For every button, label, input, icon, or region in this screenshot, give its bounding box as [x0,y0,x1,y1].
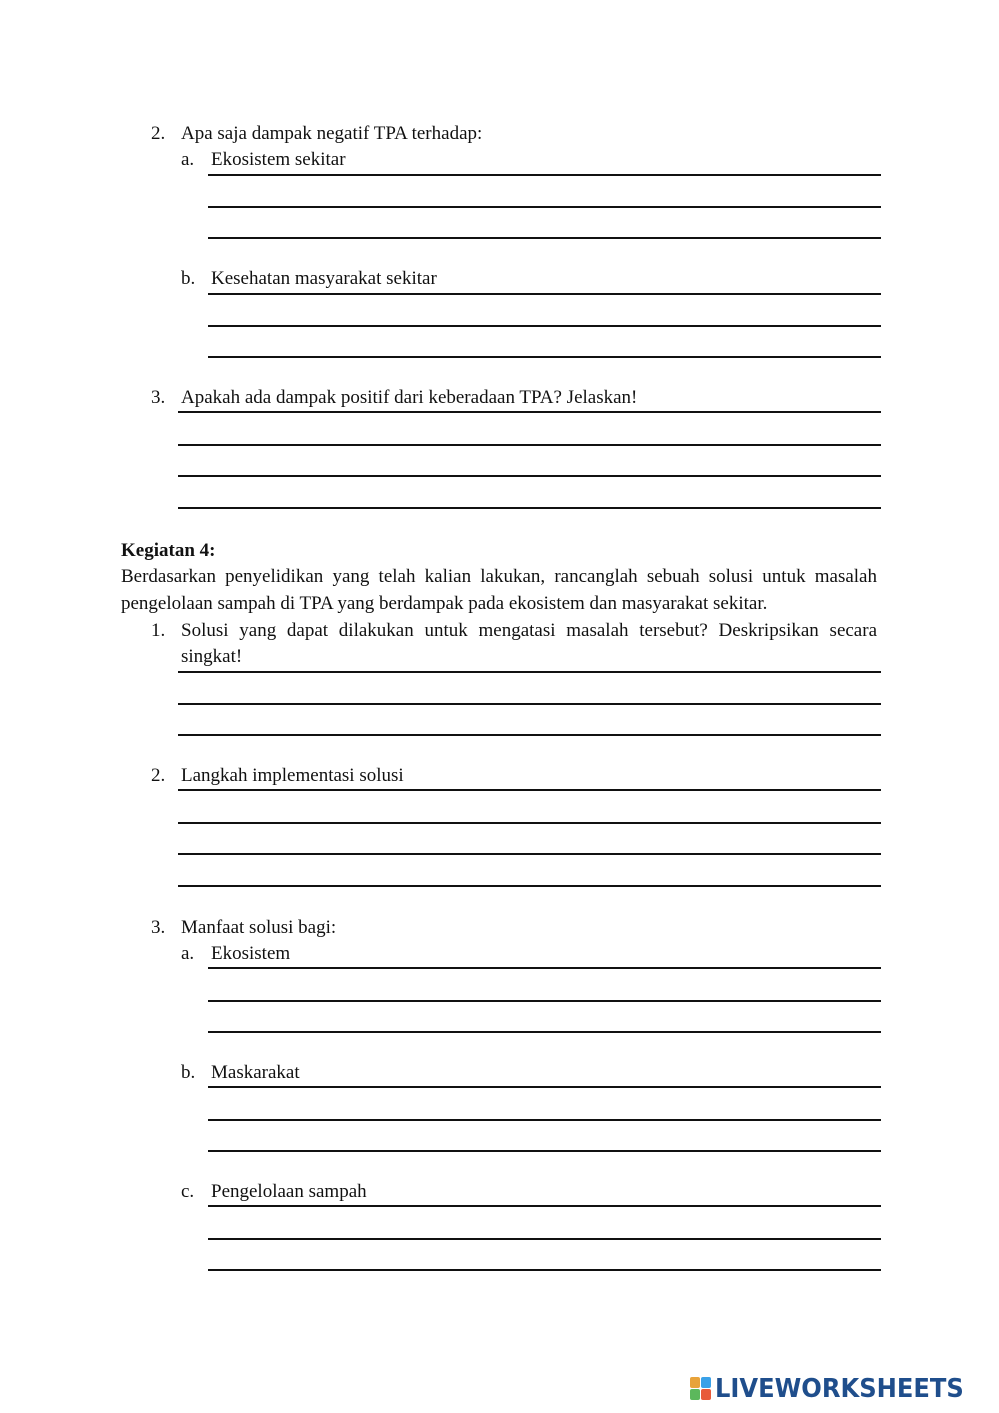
answer-line[interactable] [208,356,881,358]
k4-question-1-number: 1. [151,620,166,641]
liveworksheets-logo [690,1374,983,1404]
question-2-number: 2. [151,123,166,144]
answer-line[interactable] [178,789,881,791]
answer-line[interactable] [208,174,881,176]
answer-line[interactable] [208,1086,881,1088]
k4-question-3b-text: Maskarakat [211,1062,300,1083]
answer-line[interactable] [178,885,881,887]
question-3-number: 3. [151,387,166,408]
k4-question-3c-text: Pengelolaan sampah [211,1181,367,1202]
answer-line[interactable] [208,237,881,239]
answer-line[interactable] [178,507,881,509]
section-intro-line1: Berdasarkan penyelidikan yang telah kalian lakukan, rancanglah sebuah solusi untuk masalah [121,566,877,587]
answer-line[interactable] [178,671,881,673]
answer-line[interactable] [178,822,881,824]
answer-line[interactable] [178,703,881,705]
question-2b-letter: b. [181,268,196,289]
k4-question-1-line2: singkat! [181,646,243,667]
k4-question-3-number: 3. [151,917,166,938]
answer-line[interactable] [208,1119,881,1121]
liveworksheets-logo-icon [690,1377,712,1401]
answer-line[interactable] [208,1205,881,1207]
answer-line[interactable] [208,325,881,327]
answer-line[interactable] [178,853,881,855]
question-2a-letter: a. [181,149,195,170]
answer-line[interactable] [208,1000,881,1002]
answer-line[interactable] [208,293,881,295]
k4-question-3a-letter: a. [181,943,195,964]
k4-question-3c-letter: c. [181,1181,195,1202]
section-intro-line2: pengelolaan sampah di TPA yang berdampak pada ekosistem dan masyarakat sekitar. [121,593,768,614]
k4-question-3b-letter: b. [181,1062,196,1083]
k4-question-1-line1: Solusi yang dapat dilakukan untuk mengatasi masalah tersebut? Deskripsikan secara [181,620,877,641]
answer-line[interactable] [178,734,881,736]
k4-question-2-text: Langkah implementasi solusi [181,765,404,786]
k4-question-2-number: 2. [151,765,166,786]
answer-line[interactable] [178,444,881,446]
liveworksheets-logo-text: LIVEWORKSHEETS [715,1374,964,1404]
answer-line[interactable] [208,1269,881,1271]
answer-line[interactable] [208,1238,881,1240]
answer-line[interactable] [208,967,881,969]
question-3-text: Apakah ada dampak positif dari keberadaan TPA? Jelaskan! [181,387,638,408]
question-2b-text: Kesehatan masyarakat sekitar [211,268,437,289]
answer-line[interactable] [208,1150,881,1152]
answer-line[interactable] [178,411,881,413]
answer-line[interactable] [178,475,881,477]
answer-line[interactable] [208,1031,881,1033]
k4-question-3-text: Manfaat solusi bagi: [181,917,337,938]
answer-line[interactable] [208,206,881,208]
section-title: Kegiatan 4: [121,540,216,561]
question-2a-text: Ekosistem sekitar [211,149,346,170]
question-2-text: Apa saja dampak negatif TPA terhadap: [181,123,483,144]
k4-question-3a-text: Ekosistem [211,943,291,964]
